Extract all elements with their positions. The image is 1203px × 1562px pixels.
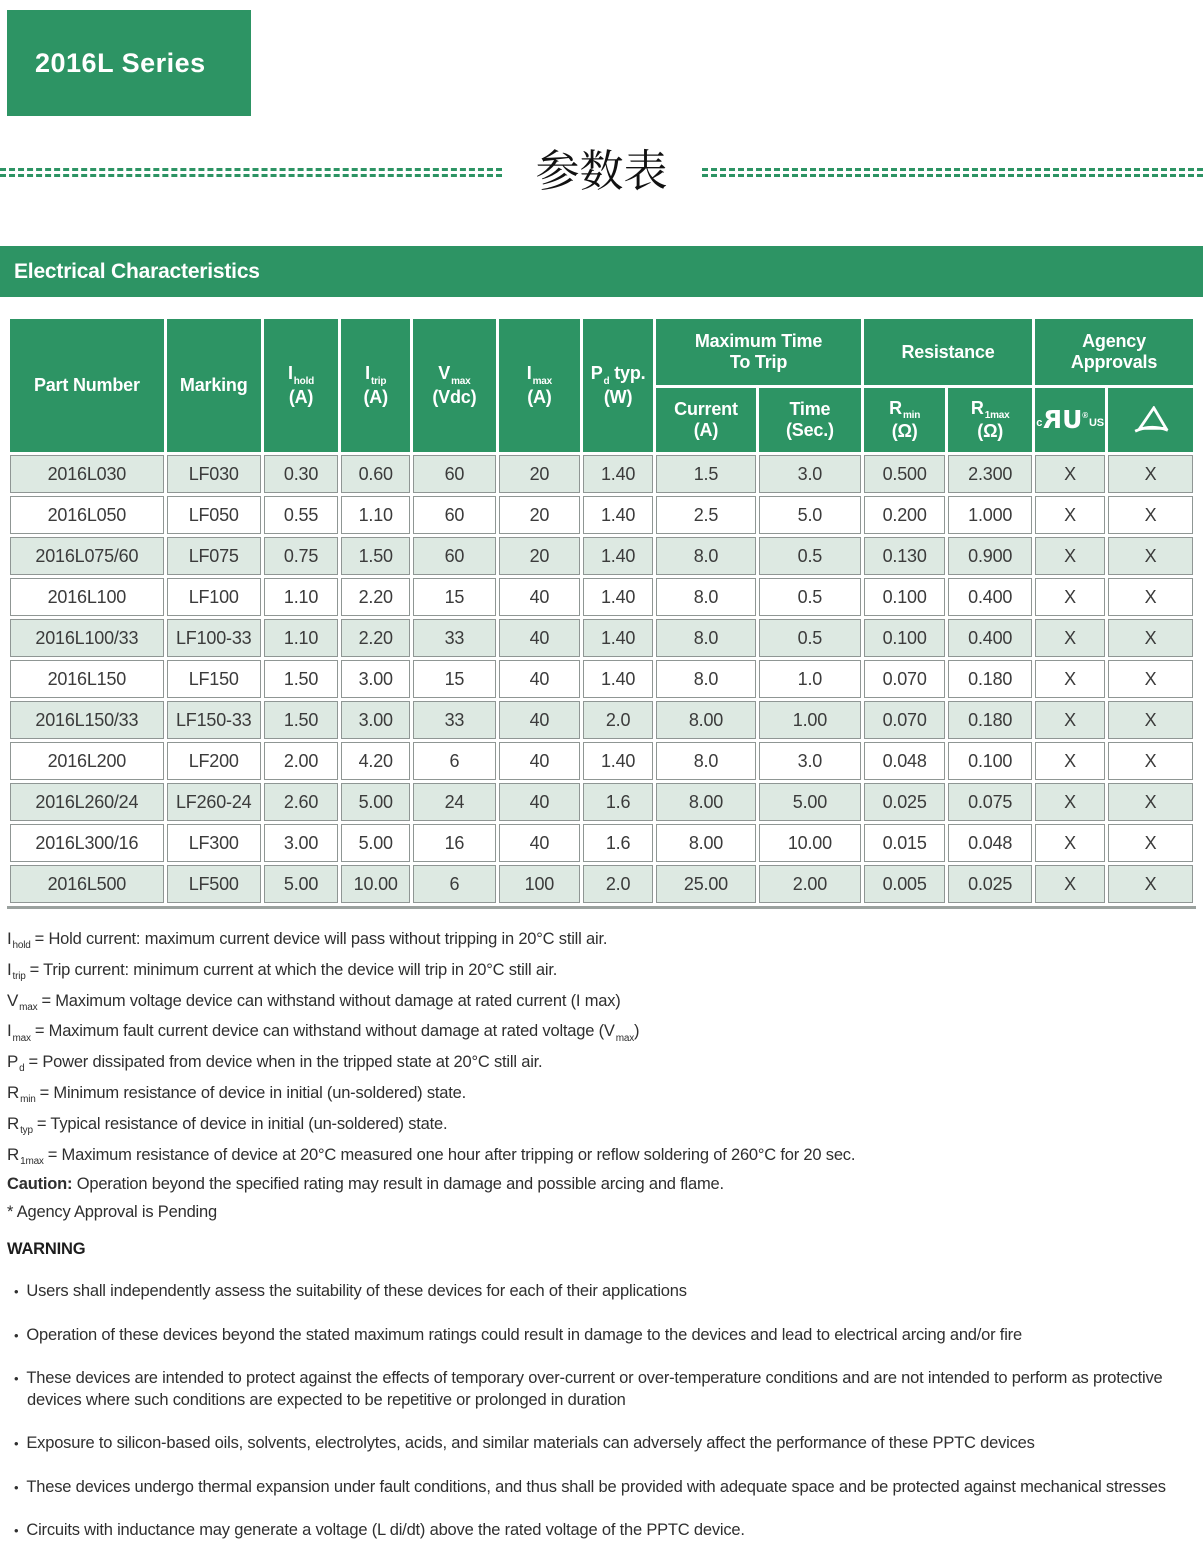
cell-i-hold: 2.00 <box>264 742 339 780</box>
cell-r-min: 0.070 <box>864 660 945 698</box>
warning-bullet-text: These devices undergo thermal expansion under fault conditions, and thus shall be provided with adequate space and be protected against mechanical stresses <box>26 1478 1165 1496</box>
footnote-symbol: I <box>7 960 12 979</box>
c-ul-us-recognized-icon: c RU ® US <box>1035 388 1105 452</box>
warning-bullet <box>7 1432 1197 1454</box>
cell-i-trip: 10.00 <box>341 865 410 903</box>
cell-part-number: 2016L150 <box>10 660 164 698</box>
bullet-icon: • <box>14 1328 18 1343</box>
col-header-r-min: $R_{min}$ (Ω) <box>864 388 945 452</box>
caution-text: Operation beyond the specified rating may result in damage and possible arcing and flame. <box>77 1175 724 1193</box>
cell-ul-approval: X <box>1035 496 1105 534</box>
cell-p-d: 1.40 <box>583 455 653 493</box>
datasheet-page <box>0 10 1203 1541</box>
cell-marking: LF150-33 <box>167 701 261 739</box>
cell-marking: LF200 <box>167 742 261 780</box>
cell-i-max: 20 <box>499 455 580 493</box>
footnote-text: = Maximum voltage device can withstand without damage at rated current (I max) <box>41 992 620 1010</box>
cell-marking: LF100 <box>167 578 261 616</box>
cell-trip-time: 2.00 <box>759 865 861 903</box>
agency-pending-note: * Agency Approval is Pending <box>7 1203 1203 1222</box>
cell-p-d: 1.40 <box>583 496 653 534</box>
cell-i-max: 20 <box>499 537 580 575</box>
cell-r-min: 0.100 <box>864 578 945 616</box>
bullet-icon: • <box>14 1436 18 1451</box>
footnote-symbol: I <box>7 1021 12 1040</box>
cell-part-number: 2016L300/16 <box>10 824 164 862</box>
cell-r-1max: 0.075 <box>948 783 1032 821</box>
footnote <box>7 1021 1203 1043</box>
cell-i-max: 40 <box>499 619 580 657</box>
cell-i-max: 20 <box>499 496 580 534</box>
cell-r-1max: 0.400 <box>948 578 1032 616</box>
cell-i-max: 40 <box>499 660 580 698</box>
table-row <box>10 455 1193 493</box>
cell-p-d: 1.40 <box>583 660 653 698</box>
cell-part-number: 2016L100/33 <box>10 619 164 657</box>
cell-r-1max: 0.180 <box>948 701 1032 739</box>
cell-part-number: 2016L200 <box>10 742 164 780</box>
cell-r-1max: 0.900 <box>948 537 1032 575</box>
cell-i-trip: 4.20 <box>341 742 410 780</box>
cell-triangle-approval: X <box>1108 619 1193 657</box>
series-badge <box>7 10 251 116</box>
cell-triangle-approval: X <box>1108 742 1193 780</box>
cell-p-d: 1.40 <box>583 578 653 616</box>
cell-i-max: 40 <box>499 578 580 616</box>
footnote-symbol: I <box>7 929 12 948</box>
cell-r-min: 0.500 <box>864 455 945 493</box>
cell-r-min: 0.025 <box>864 783 945 821</box>
footnote-subscript: max <box>19 1002 37 1013</box>
cell-p-d: 1.6 <box>583 783 653 821</box>
caution-label: Caution: <box>7 1175 72 1193</box>
footnote-text: = Power dissipated from device when in the tripped state at 20°C still air. <box>29 1053 543 1071</box>
cell-trip-current: 8.0 <box>656 660 756 698</box>
dashed-rule-left <box>0 168 502 177</box>
cell-part-number: 2016L075/60 <box>10 537 164 575</box>
cell-p-d: 1.40 <box>583 742 653 780</box>
footnote <box>7 1114 1203 1136</box>
cell-marking: LF030 <box>167 455 261 493</box>
warning-bullet-text: Circuits with inductance may generate a voltage (L di/dt) above the rated voltage of the PPTC device. <box>26 1521 744 1539</box>
cell-i-hold: 0.75 <box>264 537 339 575</box>
cell-i-trip: 1.50 <box>341 537 410 575</box>
triangle-certification-icon <box>1108 388 1193 452</box>
cell-ul-approval: X <box>1035 783 1105 821</box>
footnote-symbol: R <box>7 1145 19 1164</box>
cell-marking: LF260-24 <box>167 783 261 821</box>
cell-p-d: 1.40 <box>583 619 653 657</box>
cell-v-max: 15 <box>413 578 496 616</box>
cell-trip-time: 3.0 <box>759 742 861 780</box>
footnote-text: = Minimum resistance of device in initial (un-soldered) state. <box>40 1084 466 1102</box>
cell-i-trip: 3.00 <box>341 701 410 739</box>
table-row <box>10 824 1193 862</box>
cell-triangle-approval: X <box>1108 824 1193 862</box>
cell-ul-approval: X <box>1035 701 1105 739</box>
cell-r-1max: 2.300 <box>948 455 1032 493</box>
warning-bullet <box>7 1476 1197 1498</box>
cell-ul-approval: X <box>1035 824 1105 862</box>
footnote-symbol: P <box>7 1052 18 1071</box>
cell-triangle-approval: X <box>1108 537 1193 575</box>
warning-title: WARNING <box>7 1240 1203 1259</box>
cell-r-1max: 0.048 <box>948 824 1032 862</box>
cell-triangle-approval: X <box>1108 455 1193 493</box>
col-header-p-d: $P_d$ typ. (W) <box>583 319 653 452</box>
footnote <box>7 1083 1203 1105</box>
cell-v-max: 6 <box>413 742 496 780</box>
cell-trip-current: 1.5 <box>656 455 756 493</box>
footnote-text: = Hold current: maximum current device will pass without tripping in 20°C still air. <box>35 930 608 948</box>
cell-p-d: 1.40 <box>583 537 653 575</box>
cell-marking: LF300 <box>167 824 261 862</box>
cell-v-max: 33 <box>413 701 496 739</box>
footnote-symbol: R <box>7 1083 19 1102</box>
cell-marking: LF150 <box>167 660 261 698</box>
series-badge-label: 2016L Series <box>35 48 206 79</box>
cell-trip-current: 2.5 <box>656 496 756 534</box>
cell-i-max: 100 <box>499 865 580 903</box>
cell-v-max: 16 <box>413 824 496 862</box>
cell-marking: LF100-33 <box>167 619 261 657</box>
cell-marking: LF500 <box>167 865 261 903</box>
cell-v-max: 60 <box>413 496 496 534</box>
warning-bullet-text: Exposure to silicon-based oils, solvents, electrolytes, acids, and similar materials can adversely affect the performance of these PPTC devices <box>26 1434 1034 1452</box>
cell-v-max: 60 <box>413 455 496 493</box>
cell-trip-time: 1.0 <box>759 660 861 698</box>
cell-i-trip: 3.00 <box>341 660 410 698</box>
footnote-text: = Maximum resistance of device at 20°C measured one hour after tripping or reflow soldering of 260°C for 20 sec. <box>48 1146 856 1164</box>
section-header-bar <box>0 246 1203 297</box>
caution-line <box>7 1175 1203 1194</box>
title-band <box>0 138 1203 206</box>
cell-ul-approval: X <box>1035 742 1105 780</box>
cell-trip-current: 8.0 <box>656 742 756 780</box>
table-row <box>10 660 1193 698</box>
table-row <box>10 537 1193 575</box>
cell-ul-approval: X <box>1035 619 1105 657</box>
cell-trip-time: 10.00 <box>759 824 861 862</box>
cell-r-min: 0.005 <box>864 865 945 903</box>
cell-r-1max: 0.180 <box>948 660 1032 698</box>
cell-trip-current: 8.00 <box>656 824 756 862</box>
cell-i-max: 40 <box>499 701 580 739</box>
cell-part-number: 2016L100 <box>10 578 164 616</box>
col-header-i-trip: $I_{trip}$ (A) <box>341 319 410 452</box>
cell-r-1max: 1.000 <box>948 496 1032 534</box>
bullet-icon: • <box>14 1371 18 1386</box>
group-header-agency-approvals: Agency Approvals <box>1035 319 1193 385</box>
col-header-i-max: $I_{max}$ (A) <box>499 319 580 452</box>
footnote <box>7 1145 1203 1167</box>
cell-trip-time: 1.00 <box>759 701 861 739</box>
cell-r-min: 0.100 <box>864 619 945 657</box>
warning-bullet-text: Users shall independently assess the suitability of these devices for each of their applications <box>26 1282 686 1300</box>
col-header-part-number: Part Number <box>10 319 164 452</box>
footnote-text: = Trip current: minimum current at which the device will trip in 20°C still air. <box>30 961 558 979</box>
footnote <box>7 929 1203 951</box>
cell-part-number: 2016L150/33 <box>10 701 164 739</box>
page-title: 参数表 <box>536 150 668 194</box>
footnotes <box>7 929 1203 1167</box>
cell-v-max: 24 <box>413 783 496 821</box>
group-header-resistance: Resistance <box>864 319 1032 385</box>
footnote-symbol: V <box>7 991 18 1010</box>
bullet-icon: • <box>14 1480 18 1495</box>
warning-bullet <box>7 1324 1197 1346</box>
table-row <box>10 619 1193 657</box>
footnote-subscript: min <box>20 1094 36 1105</box>
bullet-icon: • <box>14 1284 18 1299</box>
cell-i-hold: 0.30 <box>264 455 339 493</box>
col-header-r-1max: $R_{1max}$ (Ω) <box>948 388 1032 452</box>
cell-ul-approval: X <box>1035 455 1105 493</box>
table-row <box>10 865 1193 903</box>
footnote-subscript: max <box>13 1033 31 1044</box>
cell-r-min: 0.130 <box>864 537 945 575</box>
cell-i-max: 40 <box>499 783 580 821</box>
cell-i-max: 40 <box>499 824 580 862</box>
cell-v-max: 33 <box>413 619 496 657</box>
footnote-subscript: trip <box>13 971 26 982</box>
cell-i-trip: 2.20 <box>341 619 410 657</box>
cell-r-min: 0.070 <box>864 701 945 739</box>
cell-ul-approval: X <box>1035 660 1105 698</box>
cell-trip-time: 5.0 <box>759 496 861 534</box>
cell-r-1max: 0.100 <box>948 742 1032 780</box>
cell-trip-current: 8.00 <box>656 783 756 821</box>
cell-i-hold: 3.00 <box>264 824 339 862</box>
electrical-characteristics-table <box>7 316 1196 909</box>
footnote-symbol: R <box>7 1114 19 1133</box>
warning-bullet <box>7 1280 1197 1302</box>
cell-i-hold: 5.00 <box>264 865 339 903</box>
cell-v-max: 60 <box>413 537 496 575</box>
footnote-subscript: hold <box>13 940 31 951</box>
warning-bullet <box>7 1367 1197 1412</box>
cell-r-1max: 0.400 <box>948 619 1032 657</box>
cell-i-max: 40 <box>499 742 580 780</box>
warning-bullet <box>7 1519 1197 1541</box>
cell-trip-current: 25.00 <box>656 865 756 903</box>
cell-ul-approval: X <box>1035 865 1105 903</box>
cell-p-d: 2.0 <box>583 865 653 903</box>
footnote <box>7 991 1203 1013</box>
dashed-rule-right <box>702 168 1203 177</box>
footnote <box>7 960 1203 982</box>
footnote-subscript: d <box>19 1063 24 1074</box>
col-header-v-max: $V_{max}$ (Vdc) <box>413 319 496 452</box>
cell-v-max: 15 <box>413 660 496 698</box>
cell-ul-approval: X <box>1035 537 1105 575</box>
footnote-text: = Maximum fault current device can withstand without damage at rated voltage $(V_{max})$ <box>35 1022 639 1040</box>
cell-triangle-approval: X <box>1108 496 1193 534</box>
cell-i-hold: 1.50 <box>264 660 339 698</box>
cell-p-d: 1.6 <box>583 824 653 862</box>
table-body <box>10 455 1193 903</box>
cell-r-min: 0.015 <box>864 824 945 862</box>
cell-r-min: 0.048 <box>864 742 945 780</box>
cell-i-hold: 1.10 <box>264 619 339 657</box>
footnote-subscript: 1max <box>20 1156 44 1167</box>
warning-bullet-text: Operation of these devices beyond the stated maximum ratings could result in damage to the devices and lead to electrical arcing and/or fire <box>26 1326 1022 1344</box>
col-header-marking: Marking <box>167 319 261 452</box>
cell-marking: LF050 <box>167 496 261 534</box>
cell-trip-time: 0.5 <box>759 619 861 657</box>
cell-r-1max: 0.025 <box>948 865 1032 903</box>
col-header-i-hold: $I_{hold}$ (A) <box>264 319 339 452</box>
cell-ul-approval: X <box>1035 578 1105 616</box>
bullet-icon: • <box>14 1523 18 1538</box>
cell-triangle-approval: X <box>1108 783 1193 821</box>
col-header-trip-time: Time (Sec.) <box>759 388 861 452</box>
cell-trip-current: 8.0 <box>656 578 756 616</box>
cell-i-trip: 0.60 <box>341 455 410 493</box>
cell-triangle-approval: X <box>1108 701 1193 739</box>
cell-trip-time: 0.5 <box>759 537 861 575</box>
table-row <box>10 496 1193 534</box>
cell-i-trip: 5.00 <box>341 824 410 862</box>
cell-trip-time: 0.5 <box>759 578 861 616</box>
warning-bullet-text: These devices are intended to protect against the effects of temporary over-current or over-temperature conditions and are not intended to perform as protective devices where such conditions are expected to be repetitive or prolonged in duration <box>26 1369 1162 1409</box>
cell-i-trip: 1.10 <box>341 496 410 534</box>
section-header-label: Electrical Characteristics <box>14 260 260 284</box>
cell-triangle-approval: X <box>1108 865 1193 903</box>
cell-trip-time: 5.00 <box>759 783 861 821</box>
table-row <box>10 578 1193 616</box>
cell-trip-current: 8.00 <box>656 701 756 739</box>
cell-i-hold: 2.60 <box>264 783 339 821</box>
cell-r-min: 0.200 <box>864 496 945 534</box>
cell-trip-current: 8.0 <box>656 619 756 657</box>
group-header-max-time-to-trip: Maximum Time To Trip <box>656 319 861 385</box>
cell-marking: LF075 <box>167 537 261 575</box>
cell-triangle-approval: X <box>1108 578 1193 616</box>
footnote-text: = Typical resistance of device in initial (un-soldered) state. <box>37 1115 448 1133</box>
cell-i-hold: 1.10 <box>264 578 339 616</box>
col-header-trip-current: Current (A) <box>656 388 756 452</box>
cell-i-hold: 1.50 <box>264 701 339 739</box>
cell-triangle-approval: X <box>1108 660 1193 698</box>
footnote <box>7 1052 1203 1074</box>
cell-part-number: 2016L260/24 <box>10 783 164 821</box>
cell-part-number: 2016L030 <box>10 455 164 493</box>
cell-i-hold: 0.55 <box>264 496 339 534</box>
table-row <box>10 701 1193 739</box>
cell-v-max: 6 <box>413 865 496 903</box>
cell-p-d: 2.0 <box>583 701 653 739</box>
table-row <box>10 742 1193 780</box>
footnote-subscript: typ <box>20 1125 33 1136</box>
cell-trip-current: 8.0 <box>656 537 756 575</box>
cell-i-trip: 2.20 <box>341 578 410 616</box>
cell-i-trip: 5.00 <box>341 783 410 821</box>
cell-part-number: 2016L500 <box>10 865 164 903</box>
table-row <box>10 783 1193 821</box>
warning-bullets <box>7 1280 1203 1541</box>
cell-part-number: 2016L050 <box>10 496 164 534</box>
cell-trip-time: 3.0 <box>759 455 861 493</box>
